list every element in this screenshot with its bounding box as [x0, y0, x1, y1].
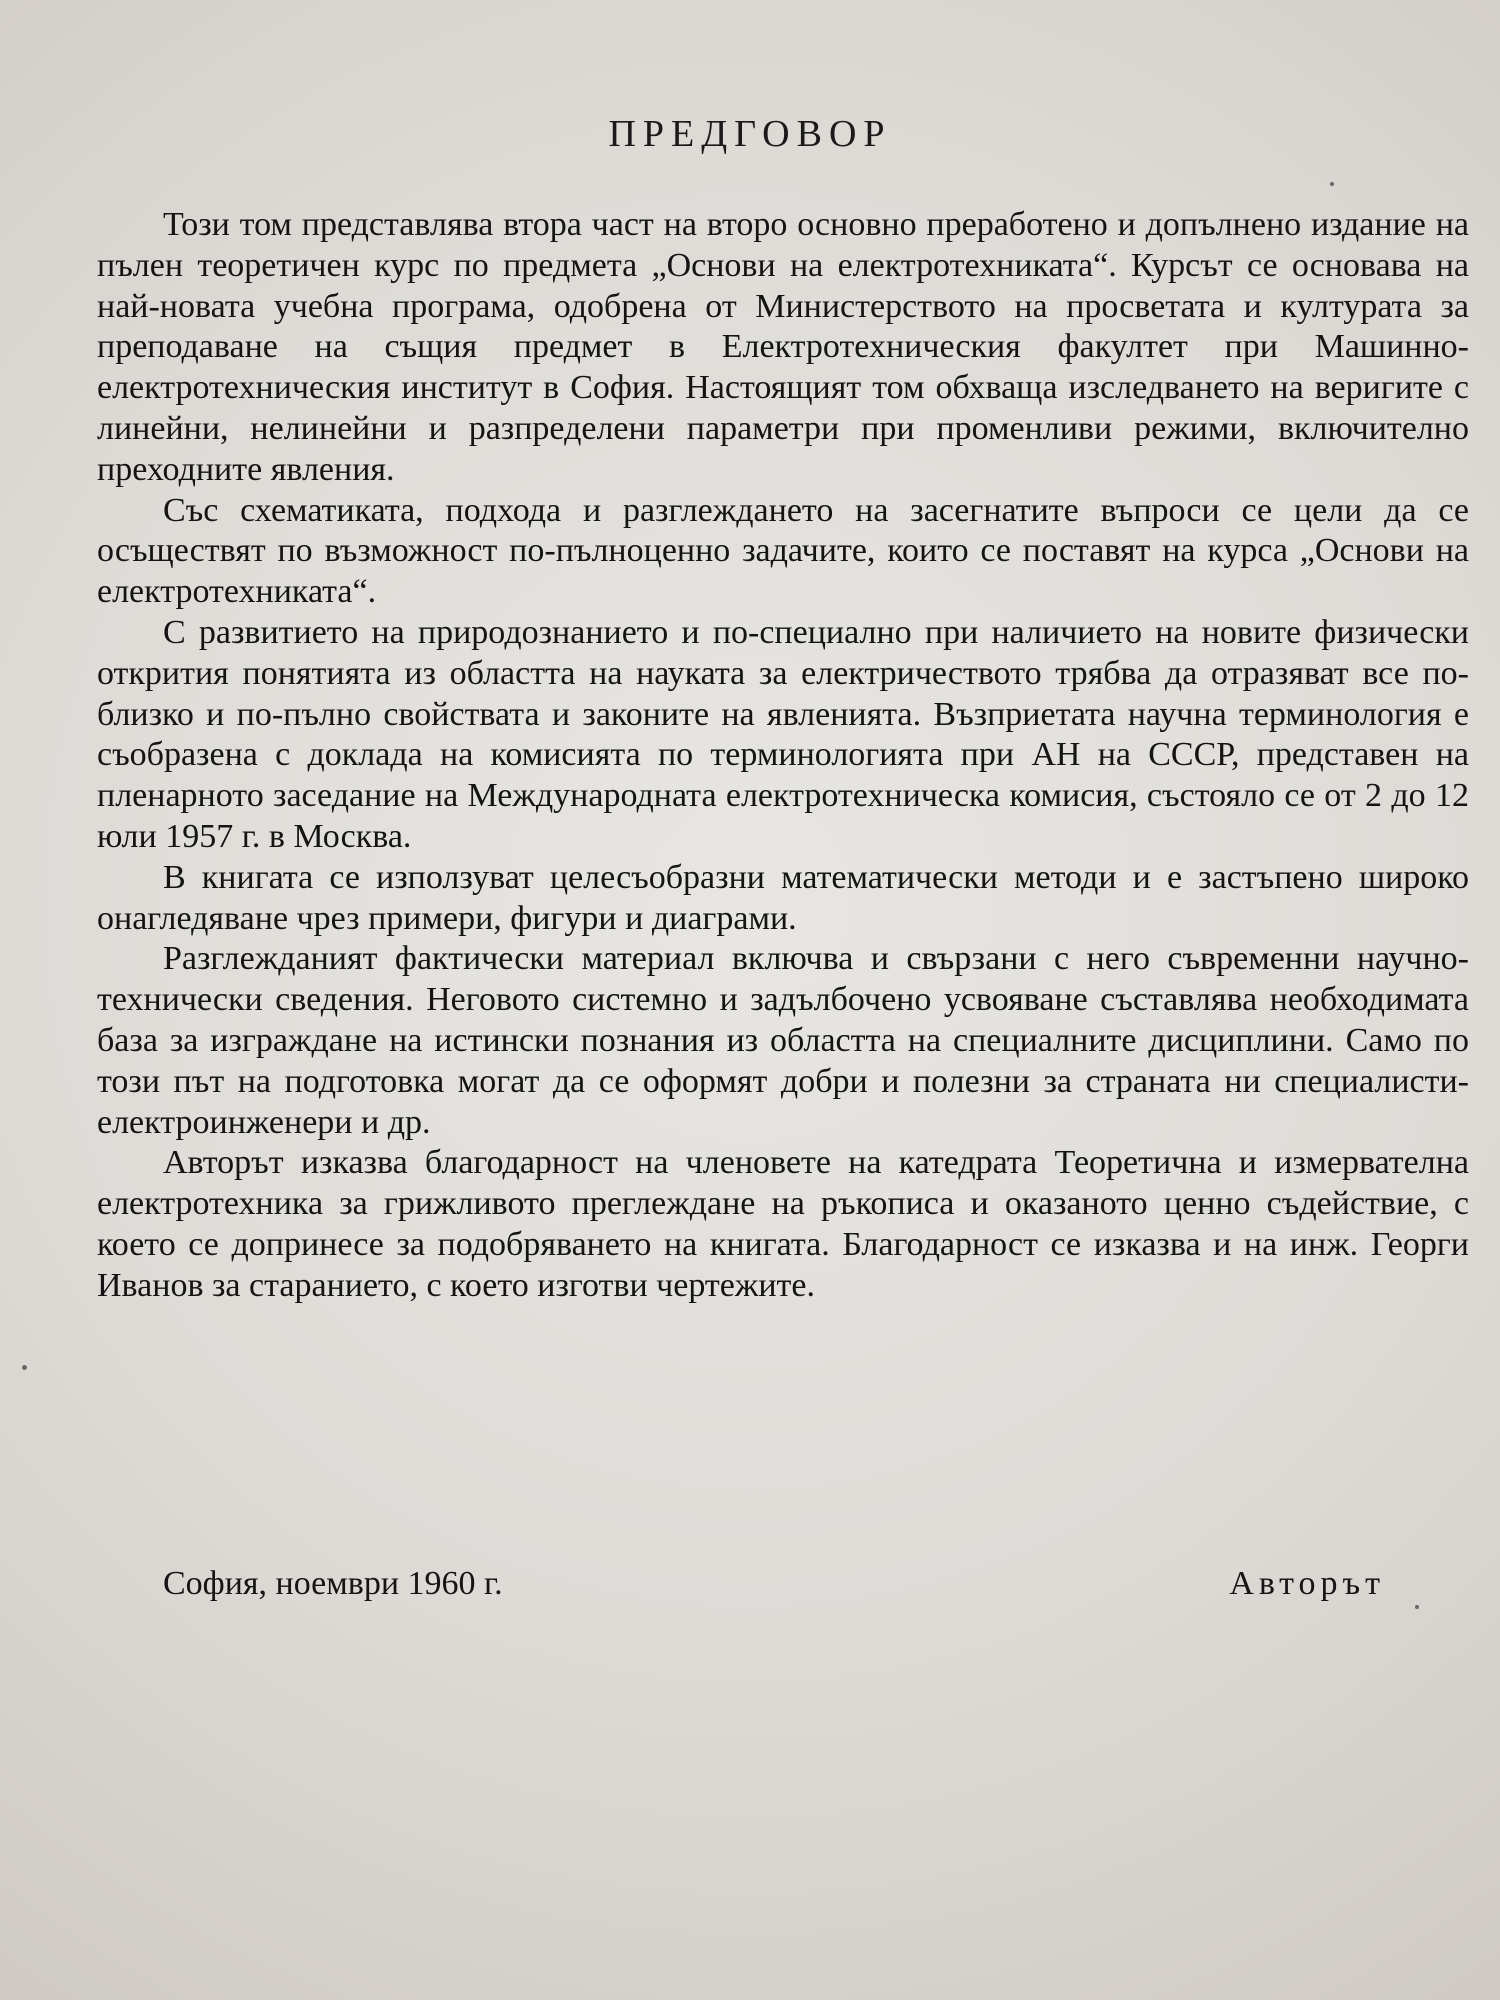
paragraph-5: Разглежданият фактически материал включва и свързани с него съвременни научно-технически сведения. Неговото системно и задълбочено усвояване съставлява необходимата база за изграждане на истински познания из областта на специалните дисциплини. Само по този път на подготовка могат да се оформят добри и полезни за страната ни специалисти-електроинженери и др. — [97, 940, 1469, 1141]
signoff-place-date: София, ноември 1960 г. — [163, 1565, 503, 1602]
preface-body — [97, 205, 1469, 1307]
page-title: ПРЕДГОВОР — [608, 113, 892, 155]
ink-speck — [1415, 1605, 1419, 1609]
paragraph-2: Със схематиката, подхода и разглеждането на засегнатите въпроси се цели да се осъществят по възможност по-пълноценно задачите, които се поставят на курса „Основи на електротехниката“. — [97, 491, 1469, 611]
paragraph-4: В книгата се използуват целесъобразни математически методи и е застъпено широко онагледяване чрез примери, фигури и диаграми. — [97, 858, 1469, 937]
ink-speck — [1330, 182, 1334, 186]
signoff — [163, 1565, 1385, 1603]
signoff-author: Авторът — [1229, 1565, 1385, 1602]
paragraph-3: С развитието на природознанието и по-специално при наличието на новите физически открития понятията из областта на науката за електричеството трябва да отразяват все по-близко и по-пълно свойствата и законите на явленията. Възприетата научна терминология е съобразена с доклада на комисията по терминологията при АН на СССР, представен на пленарното заседание на Международната електротехническа комисия, състояло се от 2 до 12 юли 1957 г. в Москва. — [97, 613, 1469, 855]
paragraph-6: Авторът изказва благодарност на членовете на катедрата Теоретична и измервателна електротехника за грижливото преглеждане на ръкописа и оказаното ценно съдействие, с което се допринесе за подобряването на книгата. Благодарност се изказва и на инж. Георги Иванов за старанието, с което изготви чертежите. — [97, 1144, 1469, 1304]
ink-speck — [22, 1365, 27, 1370]
paragraph-1: Този том представлява втора част на второ основно преработено и допълнено издание на пълен теоретичен курс по предмета „Основи на електротехниката“. Курсът се основава на най-новата учебна програма, одобрена от Министерството на просветата и културата за преподаване на същия предмет в Електротехническия факултет при Машинно-електротехническия институт в София. Настоящият том обхваща изследването на веригите с линейни, нелинейни и разпределени параметри при променливи режими, включително преходните явления. — [97, 206, 1469, 488]
